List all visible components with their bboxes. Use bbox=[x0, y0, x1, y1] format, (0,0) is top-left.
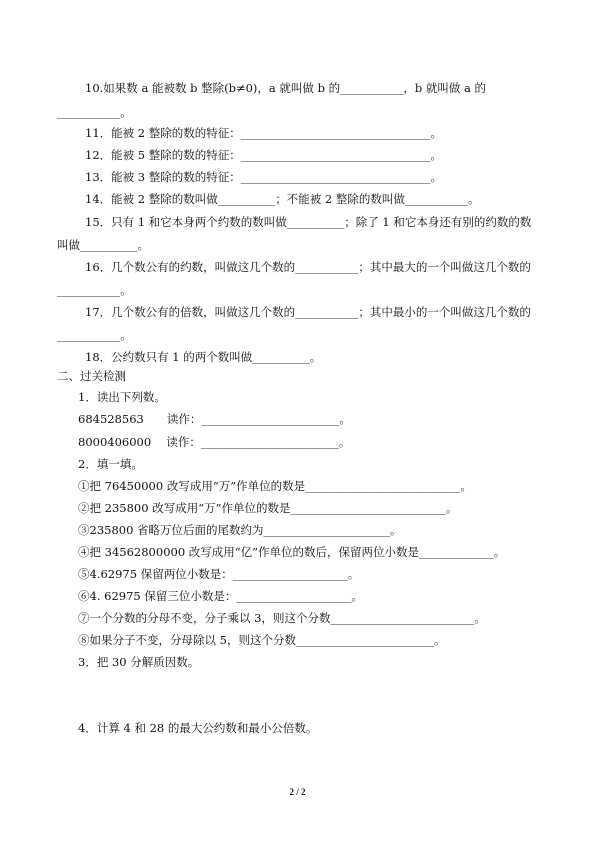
task2-item4: ④把 34562800000 改写成用“亿”作单位的数后，保留两位小数是_____________。 bbox=[78, 545, 506, 559]
q18: 18．公约数只有 1 的两个数叫做__________。 bbox=[85, 350, 322, 364]
task1-item1: 684528563 读作：________________________。 bbox=[78, 412, 351, 426]
section-heading: 二、过关检测 bbox=[57, 369, 126, 383]
task3-heading: 3．把 30 分解质因数。 bbox=[78, 655, 200, 669]
task2-item7: ⑦一个分数的分母不变，分子乘以 3，则这个分数_________________________。 bbox=[78, 611, 486, 625]
q11: 11．能被 2 整除的数的特征：_________________________________。 bbox=[85, 126, 443, 140]
q17-line2: ___________。 bbox=[57, 328, 132, 342]
q10-line1: 10.如果数 a 能被数 b 整除(b≠0)，a 就叫做 b 的___________，b 就叫做 a 的 bbox=[85, 81, 487, 95]
q13: 13．能被 3 整除的数的特征：_________________________________。 bbox=[85, 170, 443, 184]
task2-heading: 2．填一填。 bbox=[78, 457, 143, 471]
q12: 12．能被 5 整除的数的特征：_________________________________。 bbox=[85, 148, 443, 162]
q17-line1: 17．几个数公有的倍数，叫做这几个数的___________；其中最小的一个叫做这几个数的 bbox=[85, 305, 531, 319]
q16-line1: 16．几个数公有的约数，叫做这几个数的___________；其中最大的一个叫做这几个数的 bbox=[85, 260, 531, 274]
task1-item2: 8000406000 读作：________________________。 bbox=[78, 435, 351, 449]
q15-line1: 15．只有 1 和它本身两个约数的数叫做__________；除了 1 和它本身还有别的约数的数 bbox=[85, 215, 532, 229]
q14: 14．能被 2 整除的数叫做__________；不能被 2 整除的数叫做___________。 bbox=[85, 192, 480, 206]
q15-line2: 叫做__________。 bbox=[57, 238, 149, 252]
task2-item1: ①把 76450000 改写成用“万”作单位的数是___________________________。 bbox=[78, 479, 472, 493]
task2-item2: ②把 235800 改写成用“万”作单位的数是___________________________。 bbox=[78, 501, 458, 515]
task2-item8: ⑧如果分子不变，分母除以 5，则这个分数________________________。 bbox=[78, 633, 446, 647]
task2-item6: ⑥4. 62975 保留三位小数是：____________________。 bbox=[78, 589, 363, 603]
task2-item5: ⑤4.62975 保留两位小数是：____________________。 bbox=[78, 567, 360, 581]
q16-line2: ___________。 bbox=[57, 283, 132, 297]
page-number: 2 / 2 bbox=[289, 787, 306, 797]
task2-item3: ③235800 省略万位后面的尾数约为______________________。 bbox=[78, 523, 402, 537]
task1-heading: 1．读出下列数。 bbox=[78, 390, 166, 404]
q10-line2: ___________。 bbox=[57, 105, 132, 119]
task4-heading: 4．计算 4 和 28 的最大公约数和最小公倍数。 bbox=[78, 721, 318, 735]
